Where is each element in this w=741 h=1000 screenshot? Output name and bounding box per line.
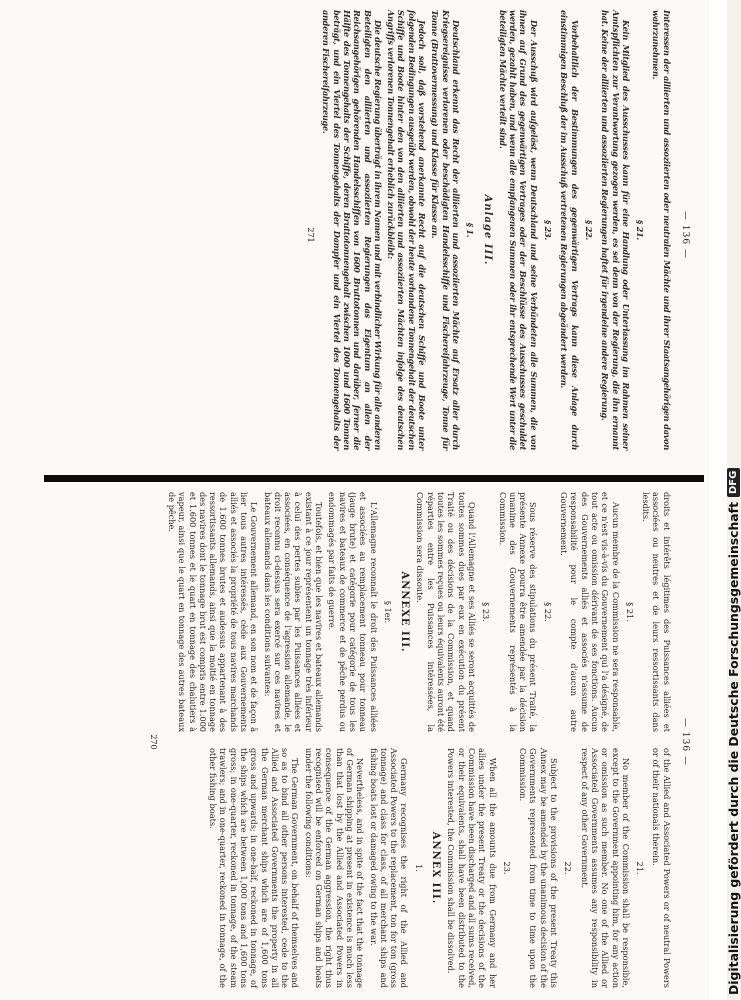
paragraph: The German Government, on behalf of themselves and so as to bind all other persons interested, cede to the Allied and Associated Governments the property in all the German merchant ships which are of 1,600 tons gross and upwards; in one-half, reckoned in tonnage, of the ships which are between 1,000 tons and 1,600 tons gross; in one-quarter, reckoned in tonnage, of the steam trawlers; and in one-quarter, reckoned in tonnage, of the other fishing boats. [208,748,301,988]
page-number: 271 [306,227,316,243]
bottom-page [147,492,690,992]
paragraph: Der Ausschuß wird aufgelöst, wenn Deutschland und seine Verbündeten alle Summen, die von ihnen auf Grund des gegenwärtigen Vertrages oder der Beschlüsse des Ausschusses geschuldet werden, gezahlt haben, und wenn alle empfangenen Summen oder ihr entsprechende Wert unter die beteiligten Mächte verteilt sind. [497,10,539,450]
paragraph: Deutschland erkennt das Recht der alliierten und assoziierten Mächte auf Ersatz aller durch Kriegsereignisse verlorenen oder beschädigten Handelsschiffe und Fischereifahrzeuge, Tonne für Tonne (Bruttovermessung) und Klasse für Klasse an. [430,10,461,450]
annex-title: ANNEXE III. [399,571,411,653]
paragraph: Sous réserve des stipulations du présent Traité, la présente Annexe pourra être amendée par la décision unanime des Gouvernements représentés à la Commission. [497,492,539,732]
paragraph: When all the amounts due from Germany and her allies under the present Treaty or the decisions of the Commission have been discharged and all sums received, or their equivalents, shall have been distributed to the Powers interested, the Commission shall be dissolved. [446,748,498,988]
paragraph: No member of the Commission shall be responsible, except to the Government appointing him, for any action or omission as such member. No one of the Allied or Associated Governments assumes any responsibility in respect of any other Government. [579,748,631,988]
intro-text: Interessen der alliierten und assoziierten oder neutralen Mächte und ihrer Staatsangehörigen davon wahrzunehmen. [651,10,672,450]
section-heading: 21. [635,861,646,875]
top-page-region [0,0,727,476]
paragraph: Le Gouvernement allemand, en son nom et de façon à lier tous autres intéressés, cède aux Gouvernements alliés et associés la propriété de tous navires marchands de 1.600 tonnes brutes et audessus appartenant à des ressortissants allemands, ainsi que la moitié en tonnage des navires dont le tonnage brut est compris entre 1.000 et 1.600 tonnes et le quart en tonnage des chalutiers à vapeur, ainsi que le quart en tonnage des autres bateaux de pêche. [166,492,260,732]
english-column [164,748,672,988]
section-heading: § 22. [583,220,594,240]
page-header: — 136 — [680,211,690,259]
annex-title: ANNEX III. [430,831,442,905]
paragraph: Kein Mitglied des Ausschusses kann für eine Handlung oder Unterlassung im Rahmen seiner Amtspflichten zur Verantwortung gezogen werden, es sei denn von der Regierung, die ihn ernannt hat. Keine der alliierten und assoziierten Regierungen haftet für irgendeine andere Regierung. [600,10,631,450]
paragraph: Vorbehaltlich der Bestimmungen des gegenwärtigen Vertrags kann diese Anlage durch einstimmigen Beschluß der im Ausschuß vertretenen Regierungen abgeändert werden. [559,10,580,450]
paragraph: L'Allemagne reconnaît le droit des Puissances alliées et associées au remplacement tonneau pour tonneau (jauge brute) et catégorie pour catégorie de tous les navires et bateaux de commerce et de pêche perdus ou endommagés par faits de guerre. [327,492,379,732]
paragraph: Aucun membre de la Commission ne sera responsable, et ce n'est vis-à-vis du Gouvernement qui l'a désigné, de tout acte ou omission dérivant de ses fonctions. Aucun des Gouvernements alliés et associés n'assume de responsabilité pour le compte d'aucun autre Gouvernement. [559,492,621,732]
section-heading: 23. [501,861,512,875]
paragraph: Subject to the provisions of the present Treaty this Annex may be amended by the unanimous decision of the Governments represented from time to time upon the Commission. [518,748,560,988]
french-column [164,492,672,732]
section-heading: § 21. [635,220,646,240]
section-heading: § 1. [465,222,476,238]
page-number: 270 [148,734,158,750]
dfg-logo: DFG [727,468,740,497]
section-heading: § 23. [481,602,492,622]
section-heading: § 21. [624,602,635,622]
paragraph: Jedoch soll, daß vorstehend anerkannte Recht auf die deutschen Schiffe und Boote unter folgenden Bedingungen ausgeübt werden, obwohl der heute vorhandene Tonnengehalt der deutschen Schiffe und Boote hinter den von den alliierten und assoziierten Mächten infolge des deutschen Angriffs verlorenen Tonnengehalt erheblich zurückbleibt: [386,10,428,450]
section-heading: § 22. [542,602,553,622]
book-gutter [44,475,704,482]
banner-text: Digitalisierung gefördert durch die Deutsche Forschungsgemeinschaft [726,502,741,995]
paragraph: Toutefois, et bien que les navires et bateaux allemands existant à ce jour représentent un tonnage très inférieur à celui des pertes subies par les Puissances alliées et associées, en conséquence de l'agression allemande, le droit reconnu ci-dessus sera exercé sur ces navires et bateaux allemands dans les conditions suivantes: [262,492,325,732]
section-heading: 1. [413,864,424,872]
annex-title: Anlage III. [481,194,493,266]
bottom-page-region [0,482,727,1000]
paragraph: Die deutsche Regierung überträgt in ihrem Namen und mit verbindlicher Wirkung für alle anderen Beteiligten den alliierten und assoziierten Regierungen das Eigentum an allen der Reichsangehörigen gehörenden Handelsschiffen von 1600 Bruttotonnen und darüber, ferner die Hälfte des Tonnengehalts der Schiffe, deren Bruttotonnengehalt zwischen 1000 und 1600 Tonnen beträgt, und ein Viertel des Tonnengehalts der Dampfer und ein Viertel des Tonnengehalts der anderen Fischereifahrzeuge. [321,10,383,450]
intro-text: droits et intérêts légitimes des Puissances alliées et associées ou neutres et de leurs ressortissants dans lesdits. [641,492,672,732]
intro-text: of the Allied and Associated Powers or of neutral Powers or of their nationals therein. [651,748,672,988]
section-heading: § 23. [543,220,554,240]
two-language-columns [164,492,672,992]
digitization-banner [709,0,727,1000]
paragraph: Germany recognises the right of the Allied and Associated Powers to the replacement, ton for ton (gross tonnage) and class for class, of all merchant ships and fishing boats lost or damaged owing to the war. [368,748,410,988]
page-header: — 136 — [680,718,690,766]
paragraph: Nevertheless, and in spite of the fact that the tonnage of German shipping at present in existence is much less than that lost by the Allied and Associated Powers in consequence of the German aggression, the right thus recognised will be enforced on German ships and boats under the following conditions: [303,748,366,988]
top-page [305,10,690,460]
paragraph: Quand l'Allemagne et ses Alliés se seront acquittés de toutes sommes dues par eux en exécution du présent Traité ou des décisions de la Commission, et quand toutes les sommes reçues ou leurs équivalents auront été réparties entre les Puissances intéressées, la Commission sera dissoute. [415,492,477,732]
digitization-banner-text [726,5,741,995]
section-heading: § 1er. [382,600,393,624]
german-column [321,10,672,450]
section-heading: 22. [563,861,574,875]
